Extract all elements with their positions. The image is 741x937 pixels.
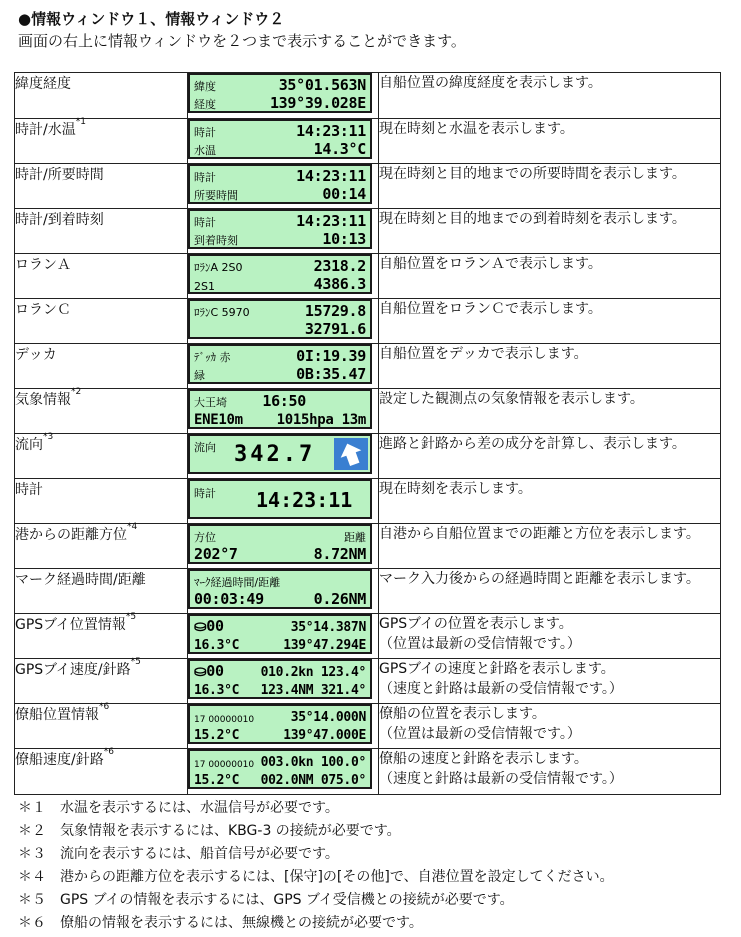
description-cell bbox=[379, 569, 721, 614]
display-cell bbox=[188, 73, 379, 119]
lcd-line bbox=[194, 122, 366, 140]
lcd-value: 002.0NM 075.0° bbox=[260, 773, 366, 788]
lcd-value: 139°39.028E bbox=[269, 94, 366, 112]
lcd-display bbox=[188, 749, 372, 789]
lcd-line bbox=[194, 545, 366, 563]
lcd-value: 15729.8 bbox=[304, 302, 366, 320]
description-cell bbox=[379, 749, 721, 795]
lcd-label: 時計 bbox=[194, 126, 216, 139]
footnote-mark: *5 bbox=[125, 612, 137, 622]
lcd-value: 1015hpa 13m bbox=[276, 412, 366, 428]
lcd-label: 大王埼 bbox=[194, 396, 227, 409]
footnote-mark: *2 bbox=[71, 387, 82, 397]
item-name-cell bbox=[15, 659, 188, 704]
lcd-display bbox=[188, 209, 372, 249]
lcd-line bbox=[194, 707, 366, 725]
item-name-cell bbox=[15, 73, 188, 119]
description-cell bbox=[379, 524, 721, 569]
table-row bbox=[15, 299, 721, 344]
table-row bbox=[15, 524, 721, 569]
item-name: 時計 bbox=[15, 482, 43, 498]
footnote-line: ＊４ 港からの距離方位を表示するには、[保守]の[その他]で、自港位置を設定してください。 bbox=[18, 869, 614, 885]
item-name: マーク経過時間/距離 bbox=[15, 572, 146, 588]
lcd-line bbox=[194, 770, 366, 788]
lcd-value: 14:23:11 bbox=[256, 488, 353, 512]
item-name-cell bbox=[15, 479, 188, 524]
table-row bbox=[15, 704, 721, 749]
lcd-value: 003.0kn 100.0° bbox=[260, 755, 366, 770]
lcd-line bbox=[194, 230, 366, 248]
lcd-line bbox=[194, 617, 366, 635]
lcd-label: ﾛﾗﾝA 2S0 bbox=[194, 261, 243, 274]
description-cell bbox=[379, 209, 721, 254]
lcd-value: 0I:19.39 bbox=[296, 347, 366, 365]
description-cell bbox=[379, 254, 721, 299]
lcd-value: 139°47.000E bbox=[283, 728, 366, 743]
item-name-cell bbox=[15, 434, 188, 479]
lcd-label: ENE10m bbox=[194, 412, 243, 428]
description-cell bbox=[379, 119, 721, 164]
lcd-line bbox=[194, 94, 366, 112]
description-cell bbox=[379, 659, 721, 704]
lcd-line bbox=[194, 527, 366, 545]
table-row bbox=[15, 344, 721, 389]
item-name: 時計/到着時刻 bbox=[15, 212, 104, 228]
description-text: 自船位置の緯度経度を表示します。 bbox=[379, 75, 602, 91]
display-cell bbox=[188, 434, 379, 479]
table-row bbox=[15, 434, 721, 479]
lcd-line bbox=[194, 212, 366, 230]
lcd-label: 202°7 bbox=[194, 545, 238, 563]
lcd-line bbox=[194, 572, 366, 590]
lcd-label: 16.3°C bbox=[194, 683, 240, 698]
display-cell bbox=[188, 164, 379, 209]
lcd-value: 10:13 bbox=[322, 230, 366, 248]
item-name-cell bbox=[15, 749, 188, 795]
description-text: 現在時刻と目的地までの所要時間を表示します。 bbox=[379, 166, 686, 182]
table-row bbox=[15, 254, 721, 299]
lcd-value: 14.3°C bbox=[313, 140, 366, 158]
description-text: 自船位置をデッカで表示します。 bbox=[379, 346, 588, 362]
lcd-label: ﾛﾗﾝC 5970 bbox=[194, 306, 250, 319]
table-row bbox=[15, 389, 721, 434]
description-text: 進路と針路から差の成分を計算し、表示します。 bbox=[379, 436, 686, 452]
lcd-line bbox=[194, 185, 366, 203]
table-row bbox=[15, 119, 721, 164]
page-heading: ●情報ウィンドウ１、情報ウィンドウ２ bbox=[18, 10, 285, 28]
lcd-value: 35°14.387N bbox=[290, 620, 366, 635]
description-cell bbox=[379, 299, 721, 344]
item-name-cell bbox=[15, 164, 188, 209]
footnote-mark: *5 bbox=[130, 657, 141, 667]
display-cell bbox=[188, 389, 379, 434]
footnote-mark: *1 bbox=[75, 117, 86, 127]
item-name: ロランＡ bbox=[15, 257, 71, 273]
lcd-label: 到着時刻 bbox=[194, 234, 238, 247]
display-cell bbox=[188, 119, 379, 164]
item-name-cell bbox=[15, 254, 188, 299]
lcd-line bbox=[194, 140, 366, 158]
lcd-label: 00:03:49 bbox=[194, 590, 264, 608]
lcd-line bbox=[194, 752, 366, 770]
item-name: 僚船位置情報 bbox=[15, 707, 99, 723]
footnote-line: ＊５ GPS ブイの情報を表示するには、GPS ブイ受信機との接続が必要です。 bbox=[18, 892, 514, 908]
footnote-line: ＊３ 流向を表示するには、船首信号が必要です。 bbox=[18, 846, 339, 862]
lcd-value: 35°01.563N bbox=[278, 76, 366, 94]
lcd-line bbox=[194, 635, 366, 653]
lcd-display bbox=[188, 434, 372, 474]
lcd-value: 139°47.294E bbox=[283, 638, 366, 653]
description-cell bbox=[379, 344, 721, 389]
display-cell bbox=[188, 614, 379, 659]
table-row bbox=[15, 749, 721, 795]
item-name: 僚船速度/針路 bbox=[15, 752, 104, 768]
item-name: 港からの距離方位 bbox=[15, 527, 127, 543]
lcd-display bbox=[188, 299, 372, 339]
item-name-cell bbox=[15, 704, 188, 749]
item-name: 緯度経度 bbox=[15, 76, 71, 92]
lcd-display bbox=[188, 659, 372, 699]
lcd-label: ⛀00 bbox=[194, 662, 224, 680]
lcd-display bbox=[188, 524, 372, 564]
lcd-label: 時計 bbox=[194, 216, 216, 229]
lcd-label: 方位 bbox=[194, 531, 216, 544]
lcd-line bbox=[194, 662, 366, 680]
lcd-line bbox=[194, 76, 366, 94]
lcd-label: ﾃﾞｯｶ 赤 bbox=[194, 351, 231, 364]
lcd-label: 15.2°C bbox=[194, 773, 240, 788]
lcd-line bbox=[194, 392, 366, 410]
display-cell bbox=[188, 299, 379, 344]
display-cell bbox=[188, 479, 379, 524]
lcd-value: 32791.6 bbox=[304, 320, 366, 338]
lcd-value: 距離 bbox=[344, 531, 366, 544]
lcd-label: 時計 bbox=[194, 171, 216, 184]
lcd-value: 2318.2 bbox=[313, 257, 366, 275]
lcd-value: 8.72NM bbox=[313, 545, 366, 563]
lcd-line bbox=[194, 365, 366, 383]
lcd-display bbox=[188, 164, 372, 204]
lcd-line bbox=[194, 347, 366, 365]
display-cell bbox=[188, 569, 379, 614]
footnote-line: ＊６ 僚船の情報を表示するには、無線機との接続が必要です。 bbox=[18, 915, 423, 931]
lcd-value: 16:50 bbox=[262, 392, 306, 410]
item-name-cell bbox=[15, 299, 188, 344]
lcd-value: 35°14.000N bbox=[290, 710, 366, 725]
description-text: 現在時刻と目的地までの到着時刻を表示します。 bbox=[379, 211, 686, 227]
display-cell bbox=[188, 749, 379, 795]
display-cell bbox=[188, 254, 379, 299]
lcd-label: 17 00000010 bbox=[194, 760, 255, 770]
item-name: GPSブイ位置情報 bbox=[15, 617, 126, 633]
lcd-label: ⛀00 bbox=[194, 617, 224, 635]
lcd-value: 00:14 bbox=[322, 185, 366, 203]
lcd-label: 水温 bbox=[194, 144, 216, 157]
display-cell bbox=[188, 344, 379, 389]
lcd-label: 時計 bbox=[194, 487, 216, 500]
description-text: 現在時刻と水温を表示します。 bbox=[379, 121, 574, 137]
lcd-value: 123.4NM 321.4° bbox=[260, 683, 366, 698]
info-window-table bbox=[14, 72, 721, 795]
lcd-label: 流向 bbox=[194, 441, 216, 454]
lcd-display bbox=[188, 389, 372, 429]
item-name-cell bbox=[15, 614, 188, 659]
lcd-label: 15.2°C bbox=[194, 728, 240, 743]
table-row bbox=[15, 73, 721, 119]
description-cell bbox=[379, 164, 721, 209]
item-name: 気象情報 bbox=[15, 392, 71, 408]
lcd-label: 17 00000010 bbox=[194, 715, 255, 725]
lcd-label: 経度 bbox=[194, 98, 216, 111]
item-name: 流向 bbox=[15, 437, 43, 453]
lcd-line bbox=[194, 275, 366, 293]
description-cell bbox=[379, 704, 721, 749]
current-direction-box bbox=[334, 438, 368, 470]
description-text: 僚船の速度と針路を表示します。 （速度と針路は最新の受信情報です。） bbox=[379, 751, 623, 787]
lcd-label: ﾏｰｸ経過時間/距離 bbox=[194, 576, 281, 589]
item-name-cell bbox=[15, 119, 188, 164]
lcd-line bbox=[194, 167, 366, 185]
description-cell bbox=[379, 434, 721, 479]
item-name: ロランＣ bbox=[15, 302, 71, 318]
lcd-line bbox=[194, 725, 366, 743]
description-text: 自船位置をロランＡで表示します。 bbox=[379, 256, 602, 272]
display-cell bbox=[188, 704, 379, 749]
table-row bbox=[15, 659, 721, 704]
footnote-mark: *3 bbox=[43, 432, 54, 442]
item-name: GPSブイ速度/針路 bbox=[15, 662, 131, 678]
lcd-display bbox=[188, 344, 372, 384]
description-text: 自船位置をロランＣで表示します。 bbox=[379, 301, 602, 317]
description-text: GPSブイの位置を表示します。 （位置は最新の受信情報です。） bbox=[379, 616, 581, 652]
lcd-label: 16.3°C bbox=[194, 638, 240, 653]
footnote-line: ＊１ 水温を表示するには、水温信号が必要です。 bbox=[18, 800, 339, 816]
description-text: 僚船の位置を表示します。 （位置は最新の受信情報です。） bbox=[379, 706, 581, 742]
item-name-cell bbox=[15, 389, 188, 434]
lcd-label: 2S1 bbox=[194, 280, 215, 293]
display-cell bbox=[188, 209, 379, 254]
lcd-display bbox=[188, 73, 372, 113]
lcd-display bbox=[188, 119, 372, 159]
lcd-line bbox=[194, 680, 366, 698]
item-name: 時計/水温 bbox=[15, 122, 76, 138]
footnote-mark: *6 bbox=[99, 702, 110, 712]
lcd-value: 010.2kn 123.4° bbox=[260, 665, 366, 680]
table-row bbox=[15, 479, 721, 524]
lcd-value: 342.7 bbox=[234, 442, 316, 467]
lcd-display bbox=[188, 479, 372, 519]
lcd-value: 0B:35.47 bbox=[296, 365, 366, 383]
lcd-line bbox=[194, 257, 366, 275]
lcd-display bbox=[188, 254, 372, 294]
arrow-up-right-icon bbox=[338, 441, 364, 467]
lcd-value: 4386.3 bbox=[313, 275, 366, 293]
lcd-label: 所要時間 bbox=[194, 189, 238, 202]
lcd-display bbox=[188, 704, 372, 744]
footnote-line: ＊２ 気象情報を表示するには、KBG-3 の接続が必要です。 bbox=[18, 823, 401, 839]
item-name-cell bbox=[15, 569, 188, 614]
description-text: マーク入力後からの経過時間と距離を表示します。 bbox=[379, 571, 700, 587]
lcd-label: 緑 bbox=[194, 369, 205, 382]
description-text: 現在時刻を表示します。 bbox=[379, 481, 532, 497]
item-name: デッカ bbox=[15, 347, 57, 363]
description-cell bbox=[379, 389, 721, 434]
table-row bbox=[15, 569, 721, 614]
lcd-line bbox=[194, 410, 366, 428]
table-row bbox=[15, 614, 721, 659]
lcd-value: 14:23:11 bbox=[296, 212, 366, 230]
lcd-value: 14:23:11 bbox=[296, 167, 366, 185]
display-cell bbox=[188, 524, 379, 569]
lcd-display bbox=[188, 614, 372, 654]
description-cell bbox=[379, 479, 721, 524]
display-cell bbox=[188, 659, 379, 704]
lcd-display bbox=[188, 569, 372, 609]
item-name-cell bbox=[15, 209, 188, 254]
lcd-line bbox=[194, 302, 366, 320]
lcd-label: 緯度 bbox=[194, 80, 216, 93]
lcd-line bbox=[194, 320, 366, 338]
item-name-cell bbox=[15, 344, 188, 389]
description-text: GPSブイの速度と針路を表示します。 （速度と針路は最新の受信情報です。） bbox=[379, 661, 623, 697]
item-name: 時計/所要時間 bbox=[15, 167, 104, 183]
description-cell bbox=[379, 73, 721, 119]
intro-text: 画面の右上に情報ウィンドウを２つまで表示することができます。 bbox=[18, 32, 466, 50]
lcd-line bbox=[194, 590, 366, 608]
table-row bbox=[15, 164, 721, 209]
item-name-cell bbox=[15, 524, 188, 569]
lcd-value: 14:23:11 bbox=[296, 122, 366, 140]
footnote-mark: *4 bbox=[127, 522, 138, 532]
description-cell bbox=[379, 614, 721, 659]
table-row bbox=[15, 209, 721, 254]
description-text: 設定した観測点の気象情報を表示します。 bbox=[379, 391, 644, 407]
lcd-value: 0.26NM bbox=[313, 590, 366, 608]
footnote-mark: *6 bbox=[103, 747, 114, 757]
description-text: 自港から自船位置までの距離と方位を表示します。 bbox=[379, 526, 700, 542]
